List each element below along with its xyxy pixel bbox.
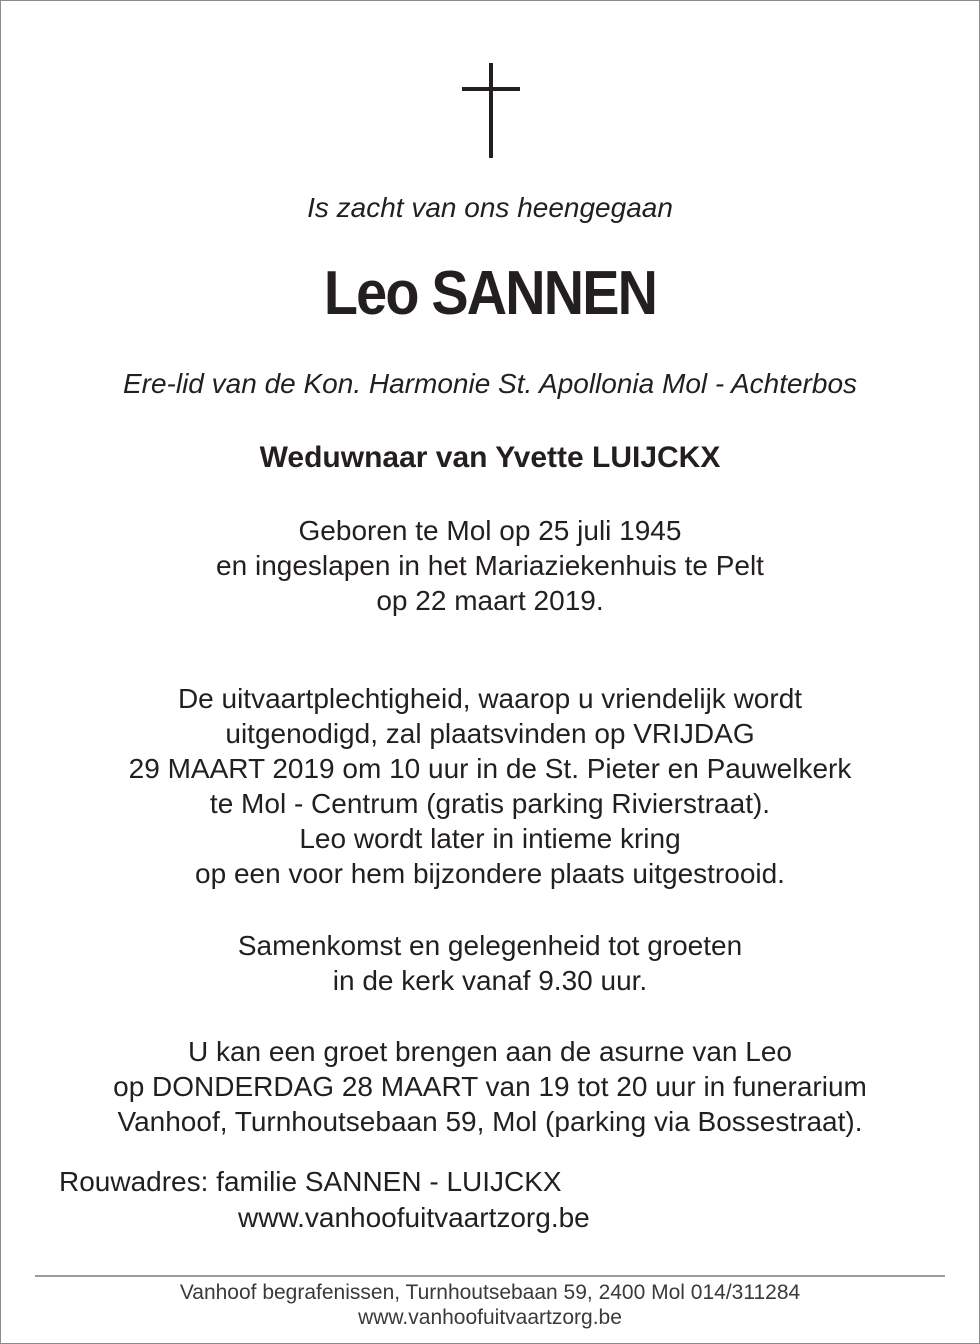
footer-divider [35, 1275, 945, 1277]
visit-details [0, 1034, 980, 1139]
footer-company-line: Vanhoof begrafenissen, Turnhoutsebaan 59, 2400 Mol 014/311284 [179, 1281, 801, 1304]
gathering-line: Samenkomst en gelegenheid tot groeten [237, 930, 743, 961]
membership-text: Ere-lid van de Kon. Harmonie St. Apollonia Mol - Achterbos [122, 368, 858, 399]
visit-line: op DONDERDAG 28 MAART van 19 tot 20 uur in funerarium [113, 1071, 867, 1102]
mourning-address: Rouwadres: familie SANNEN - LUIJCKX [59, 1166, 562, 1197]
intro-text: Is zacht van ons heengegaan [307, 192, 673, 223]
cross-vertical-bar [489, 63, 493, 158]
footer [0, 1280, 980, 1330]
visit-line: U kan een groet brengen aan de asurne van Leo [187, 1036, 792, 1067]
cross-icon [462, 63, 520, 158]
birth-line: Geboren te Mol op 25 juli 1945 [298, 515, 682, 546]
cross-horizontal-bar [462, 87, 520, 91]
footer-website-link[interactable]: www.vanhoofuitvaartzorg.be [358, 1306, 622, 1329]
ceremony-line: uitgenodigd, zal plaatsvinden op VRIJDAG [225, 718, 755, 749]
ceremony-details [0, 681, 980, 891]
deceased-name: Leo SANNEN [323, 259, 657, 328]
ceremony-line: 29 MAART 2019 om 10 uur in de St. Pieter en Pauwelkerk [128, 753, 852, 784]
visit-line: Vanhoof, Turnhoutsebaan 59, Mol (parking via Bossestraat). [117, 1106, 863, 1137]
ceremony-line: op een voor hem bijzondere plaats uitgestrooid. [195, 858, 785, 889]
birth-line: en ingeslapen in het Mariaziekenhuis te Pelt [216, 550, 764, 581]
spouse-text: Weduwnaar van Yvette LUIJCKX [259, 441, 721, 474]
ceremony-line: De uitvaartplechtigheid, waarop u vriendelijk wordt [177, 683, 803, 714]
birth-details [0, 513, 980, 618]
ceremony-line: Leo wordt later in intieme kring [299, 823, 681, 854]
gathering-details [0, 928, 980, 998]
gathering-line: in de kerk vanaf 9.30 uur. [332, 965, 648, 996]
ceremony-line: te Mol - Centrum (gratis parking Rivierstraat). [209, 788, 771, 819]
condolence-website-link[interactable]: www.vanhoofuitvaartzorg.be [238, 1202, 590, 1233]
birth-line: op 22 maart 2019. [376, 585, 604, 616]
